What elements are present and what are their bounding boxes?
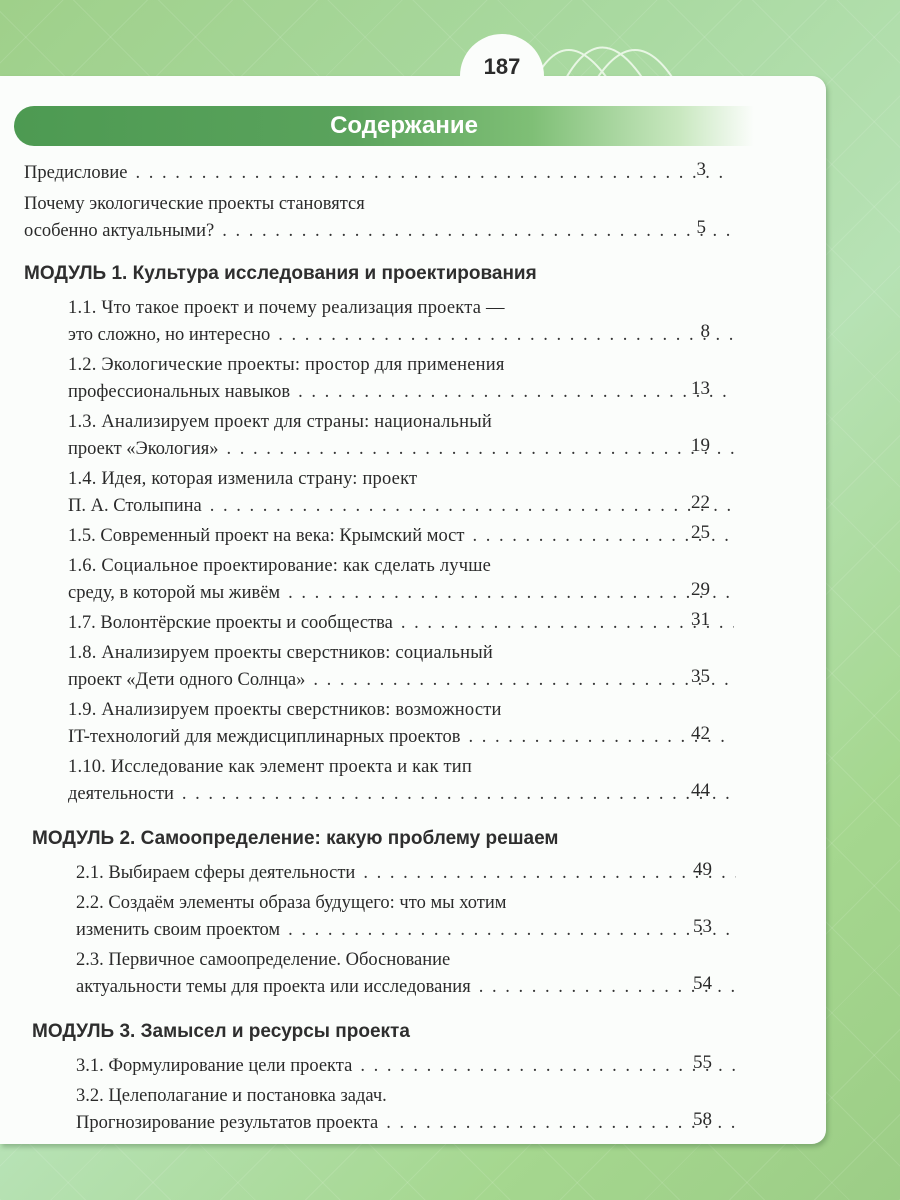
entry-title-cont: среду, в которой мы живём <box>68 583 281 603</box>
leader-dots <box>386 1110 736 1137</box>
entry-page: 35 <box>691 666 710 687</box>
entry-page: 8 <box>700 321 710 342</box>
module-1-heading[interactable]: МОДУЛЬ 1. Культура исследования и проектирования <box>24 263 537 284</box>
entry-title-cont: актуальности темы для проекта или исследования <box>76 977 471 997</box>
entry-title: 1.8. Анализируем проекты сверстников: социальный <box>68 643 493 663</box>
toc-entry-1-2[interactable] <box>68 352 740 406</box>
leader-dots <box>360 1053 736 1080</box>
leader-dots <box>288 917 736 944</box>
title-banner <box>14 106 754 146</box>
leader-dots <box>135 160 730 187</box>
entry-title: 1.1. Что такое проект и почему реализация проекта — <box>68 298 505 318</box>
toc-entry-2-3[interactable] <box>76 947 742 1001</box>
leader-dots <box>227 436 734 463</box>
entry-title: 1.6. Социальное проектирование: как сделать лучше <box>68 556 492 576</box>
toc-entry-1-9[interactable] <box>68 697 740 751</box>
module-2-heading[interactable]: МОДУЛЬ 2. Самоопределение: какую проблему решаем <box>32 828 559 849</box>
entry-page: 29 <box>691 579 710 600</box>
toc-entry-1-1[interactable] <box>68 295 740 349</box>
entry-title: 3.2. Целеполагание и постановка задач. <box>76 1086 387 1106</box>
entry-title-cont: IT-технологий для междисциплинарных проектов <box>68 727 461 747</box>
entry-page: 13 <box>691 378 710 399</box>
leader-dots <box>288 580 734 607</box>
entry-page: 54 <box>693 973 712 994</box>
toc-entry-1-10[interactable] <box>68 754 740 808</box>
leader-dots <box>313 667 734 694</box>
toc-entry-1-6[interactable] <box>68 553 740 607</box>
entry-title-cont: особенно актуальными? <box>24 221 215 241</box>
page-number: 187 <box>483 54 521 79</box>
entry-title: 3.1. Формулирование цели проекта <box>76 1056 353 1076</box>
entry-title: 1.10. Исследование как элемент проекта и как тип <box>68 757 472 777</box>
toc-entry-1-8[interactable] <box>68 640 740 694</box>
entry-title: Предисловие <box>24 163 128 183</box>
entry-page: 25 <box>691 522 710 543</box>
entry-page: 58 <box>693 1109 712 1130</box>
leader-dots <box>182 781 734 808</box>
page-title: Содержание <box>330 112 478 139</box>
toc-entry-1-5[interactable] <box>68 523 740 550</box>
table-of-contents <box>0 160 826 1140</box>
toc-entry-3-1[interactable] <box>76 1053 742 1080</box>
entry-page: 22 <box>691 492 710 513</box>
leader-dots <box>363 860 736 887</box>
toc-entry-why-eco[interactable] <box>24 191 736 245</box>
toc-entry-3-2[interactable] <box>76 1083 742 1137</box>
entry-page: 42 <box>691 723 710 744</box>
entry-title: 1.5. Современный проект на века: Крымский мост <box>68 526 465 546</box>
entry-page: 5 <box>696 217 706 238</box>
entry-title-cont: Прогнозирование результатов проекта <box>76 1113 379 1133</box>
entry-page: 19 <box>691 435 710 456</box>
toc-entry-2-2[interactable] <box>76 890 742 944</box>
entry-title: Почему экологические проекты становятся <box>24 194 365 214</box>
entry-title-cont: П. А. Столыпина <box>68 496 202 516</box>
toc-entry-1-7[interactable] <box>68 610 740 637</box>
entry-title: 1.4. Идея, которая изменила страну: проект <box>68 469 418 489</box>
leader-dots <box>210 493 734 520</box>
entry-title-cont: профессиональных навыков <box>68 382 291 402</box>
toc-entry-2-1[interactable] <box>76 860 742 887</box>
entry-title: 2.2. Создаём элементы образа будущего: что мы хотим <box>76 893 507 913</box>
leader-dots <box>222 218 730 245</box>
entry-page: 44 <box>691 780 710 801</box>
entry-title: 1.3. Анализируем проект для страны: национальный <box>68 412 492 432</box>
entry-title-cont: изменить своим проектом <box>76 920 281 940</box>
entry-title: 1.9. Анализируем проекты сверстников: возможности <box>68 700 502 720</box>
leader-dots <box>298 379 734 406</box>
entry-page: 31 <box>691 609 710 630</box>
leader-dots <box>401 610 734 637</box>
entry-title-cont: это сложно, но интересно <box>68 325 271 345</box>
entry-title: 2.1. Выбираем сферы деятельности <box>76 863 356 883</box>
entry-title-cont: деятельности <box>68 784 174 804</box>
leader-dots <box>278 322 734 349</box>
entry-title: 2.3. Первичное самоопределение. Обоснование <box>76 950 451 970</box>
entry-page: 3 <box>696 159 706 180</box>
entry-title: 1.2. Экологические проекты: простор для применения <box>68 355 505 375</box>
toc-entry-preface[interactable] <box>24 160 736 187</box>
toc-entry-1-3[interactable] <box>68 409 740 463</box>
entry-title: 1.7. Волонтёрские проекты и сообщества <box>68 613 393 633</box>
entry-title-cont: проект «Дети одного Солнца» <box>68 670 306 690</box>
entry-page: 53 <box>693 916 712 937</box>
entry-page: 49 <box>693 859 712 880</box>
toc-entry-1-4[interactable] <box>68 466 740 520</box>
entry-page: 55 <box>693 1052 712 1073</box>
entry-title-cont: проект «Экология» <box>68 439 219 459</box>
module-3-heading[interactable]: МОДУЛЬ 3. Замысел и ресурсы проекта <box>32 1021 410 1042</box>
